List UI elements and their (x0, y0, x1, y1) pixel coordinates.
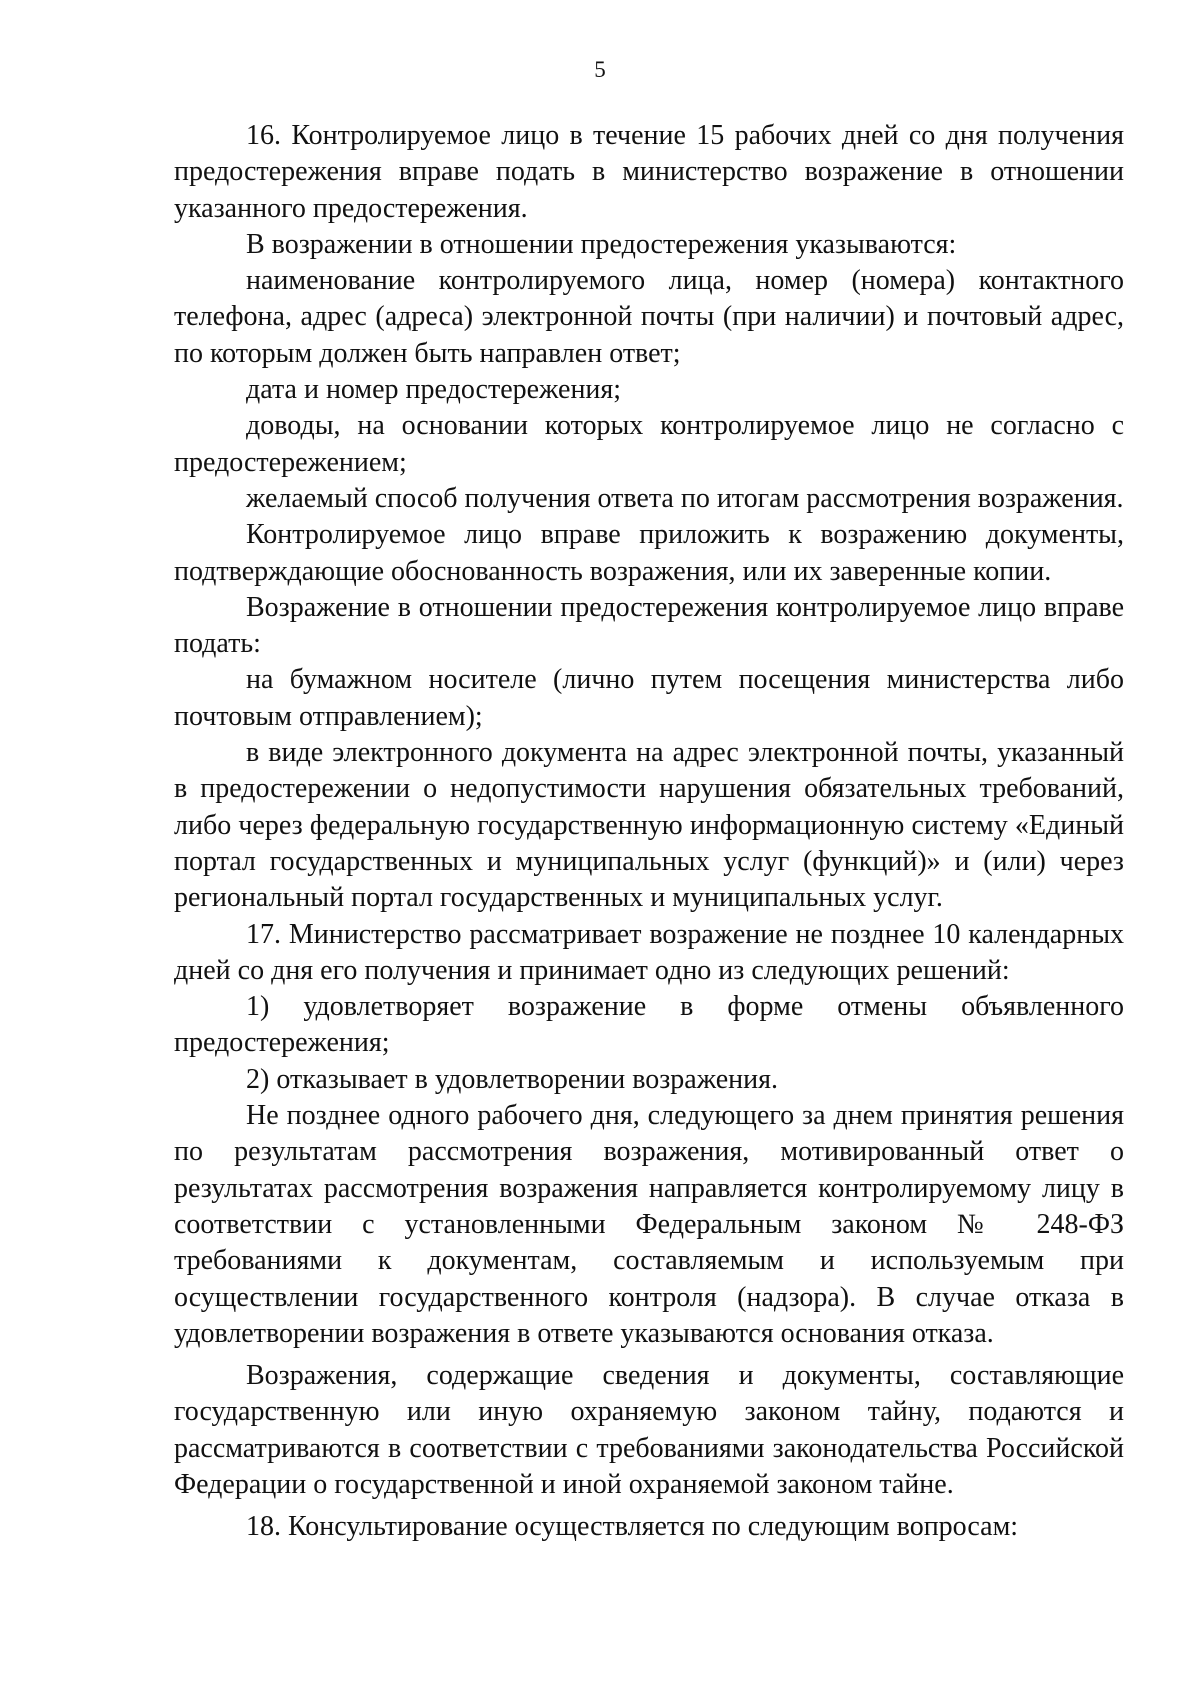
paragraph-16-intro: 16. Контролируемое лицо в течение 15 рабочих дней со дня получения предостережения вправе подать в министерство возражение в отношении указанного предостережения. (174, 120, 1124, 224)
paragraph-submission-methods-heading: Возражение в отношении предостережения контролируемое лицо вправе подать: (174, 591, 1124, 660)
paragraph-attach-documents: Контролируемое лицо вправе приложить к возражению документы, подтверждающие обоснованность возражения, или их заверенные копии. (174, 519, 1124, 587)
paragraph-paper-submission: на бумажном носителе (лично путем посещения министерства либо почтовым отправлением); (174, 664, 1124, 732)
paragraph-decision-1: 1) удовлетворяет возражение в форме отмены объявленного предостережения; (174, 991, 1124, 1059)
paragraph-reasoned-response: Не позднее одного рабочего дня, следующего за днем принятия решения по результатам рассмотрения возражения, мотивированный ответ о результатах рассмотрения возражения направляется контролируемому лицу в соответствии с установленными Федеральным законом № 248-ФЗ требованиями к документам, составляемым и используемым при осуществлении государственного контроля (надзора). В случае отказа в удовлетворении возражения в ответе указываются основания отказа. (174, 1100, 1124, 1349)
paragraph-response-method: желаемый способ получения ответа по итогам рассмотрения возражения. (246, 482, 1124, 514)
paragraph-17-review: 17. Министерство рассматривает возражение не позднее 10 календарных дней со дня его получения и принимает одно из следующих решений: (174, 918, 1124, 986)
paragraph-electronic-submission: в виде электронного документа на адрес электронной почты, указанный в предостережении о недопустимости нарушения обязательных требований, либо через федеральную государственную информационную систему «Единый портал государственных и муниципальных услуг (функций)» и (или) через региональный портал государственных и муниципальных услуг. (174, 737, 1124, 914)
paragraph-18-consultation: 18. Консультирование осуществляется по следующим вопросам: (246, 1511, 1019, 1543)
page-number: 5 (594, 57, 606, 82)
paragraph-objection-contents-heading: В возражении в отношении предостережения указываются: (246, 228, 957, 260)
paragraph-secret-information: Возражения, содержащие сведения и документы, составляющие государственную или иную охраняемую законом тайну, подаются и рассматриваются в соответствии с требованиями законодательства Российской Федерации о государственной и иной охраняемой законом тайне. (174, 1360, 1124, 1500)
document-body (174, 118, 1124, 1546)
paragraph-arguments: доводы, на основании которых контролируемое лицо не согласно с предостережением; (174, 410, 1124, 478)
paragraph-controlled-person-details: наименование контролируемого лица, номер (номера) контактного телефона, адрес (адреса) электронной почты (при наличии) и почтовый адрес, по которым должен быть направлен ответ; (174, 265, 1124, 369)
paragraph-warning-date-number: дата и номер предостережения; (246, 374, 622, 406)
paragraph-decision-2: 2) отказывает в удовлетворении возражения. (246, 1063, 778, 1095)
